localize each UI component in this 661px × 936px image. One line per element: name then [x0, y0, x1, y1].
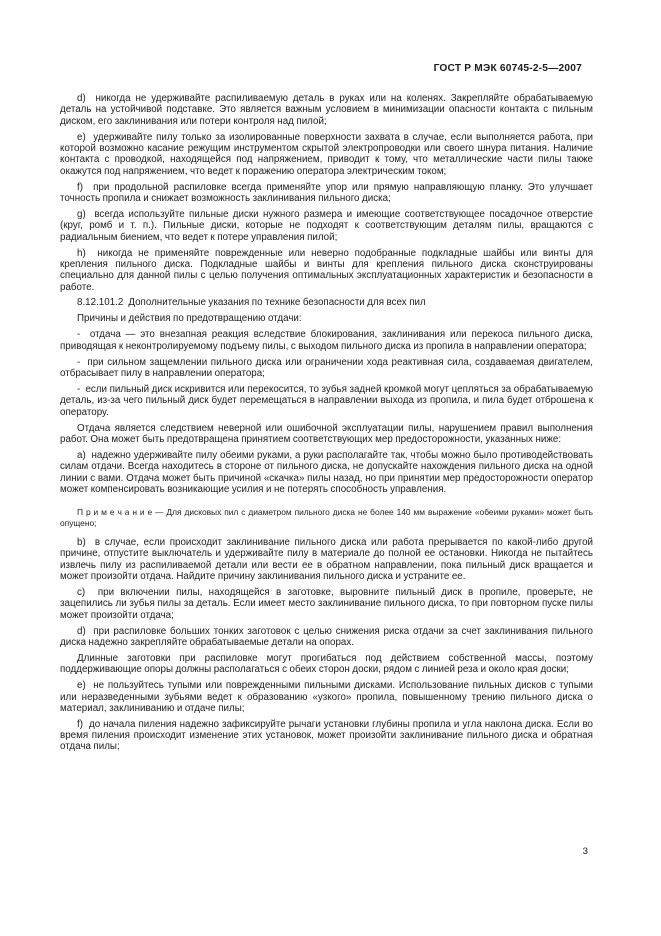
note-140mm: П р и м е ч а н и е — Для дисковых пил с диаметром пильного диска не более 140 мм выражение «обеими руками» может быть опущено; [60, 507, 593, 529]
document-body [60, 93, 593, 757]
paragraph-kickback-cause: Отдача является следствием неверной или ошибочной эксплуатации пилы, нарушением правил выполнения работ. Она может быть предотвращена принятием соответствующих мер предосторожности, указанных ниже: [60, 422, 593, 445]
paragraph-item-a: a) надежно удерживайте пилу обеими руками, а руки располагайте так, чтобы можно было противодействовать силам отдачи. Всегда находитесь в стороне от пильного диска, не допускайте нахождения пильного диска на одной линии с вами. Отдача может быть причиной «скачка» пилы назад, но при принятии мер предосторожности оператор может компенсировать возникающие усилия и не потерять способность управления. [60, 449, 593, 495]
dash-item-blade-twist: - если пильный диск искривится или перекосится, то зубья задней кромкой могут цепляться за обрабатываемую деталь, из-за чего пильный диск будет перемещаться в направлении выхода из пропила, и пила будет отброшена к оператору. [60, 383, 593, 418]
paragraph-item-f2: f) до начала пиления надежно зафиксируйте рычаги установки глубины пропила и угла наклона диска. Если во время пиления происходит изменение этих установок, может произойти заклинивание пильного диска и обратная отдача пилы; [60, 718, 593, 753]
section-heading-8-12-101-2: 8.12.101.2 Дополнительные указания по технике безопасности для всех пил [77, 297, 426, 309]
standard-code-header: ГОСТ Р МЭК 60745-2-5—2007 [433, 63, 582, 74]
paragraph-item-b: b) в случае, если происходит заклинивание пильного диска или работа прерывается по какой-либо другой причине, отпустите выключатель и удерживайте пилу в материале до полной ее остановки. Никогда не пытайтесь извлечь пилу из распиливаемой детали или вести ее в обратном направлении, пока пильный диск вращается и может произойти отдача. Найдите причину заклинивания пильного диска и устраните ее. [60, 537, 593, 583]
paragraph-item-g: g) всегда используйте пильные диски нужного размера и имеющие соответствующее посадочное отверстие (круг, ромб и т. п.). Пильные диски, которые не подходят к соответствующим деталям пилы, вращаются с радиальным биением, что ведет к потере управления пилой; [60, 208, 593, 243]
paragraph-kickback-intro: Причины и действия по предотвращению отдачи: [77, 313, 302, 325]
paragraph-item-d2: d) при распиловке больших тонких заготовок с целью снижения риска отдачи за счет заклинивания пильного диска надежно закрепляйте обрабатываемые детали на опорах. [60, 625, 593, 648]
paragraph-item-c: c) при включении пилы, находящейся в заготовке, выровните пильный диск в пропиле, проверьте, не зацепились ли зубья пилы за деталь. Если имеет место заклинивание пильного диска, то при повторном пуске пилы может произойти отдача; [60, 586, 593, 621]
paragraph-item-e: e) удерживайте пилу только за изолированные поверхности захвата в случае, если выполняется работа, при которой возможно касание режущим инструментом скрытой электропроводки или своего шнура питания. Наличие контакта с проводкой, находящейся под напряжением, приводит к тому, что металлические части пилы также окажутся под напряжением, что ведет к поражению оператора электрическим током; [60, 131, 593, 177]
paragraph-long-workpieces: Длинные заготовки при распиловке могут прогибаться под действием собственной массы, поэтому поддерживающие опоры должны располагаться с обеих сторон доски, рядом с линией реза и около края доски; [60, 652, 593, 676]
dash-item-kickback-definition: - отдача — это внезапная реакция вследствие блокирования, заклинивания или перекоса пильного диска, приводящая к неконтролируемому подъему пилы, с выходом пильного диска из пропила в направлении оператора; [60, 329, 593, 352]
dash-item-blade-pinch: - при сильном защемлении пильного диска или ограничении хода реактивная сила, создаваемая двигателем, отбрасывает пилу в направлении оператора; [60, 356, 593, 379]
page-number: 3 [582, 846, 588, 857]
paragraph-item-f: f) при продольной распиловке всегда применяйте упор или прямую направляющую планку. Это улучшает точность пропила и снижает возможность заклинивания пильного диска; [60, 181, 593, 204]
paragraph-item-h: h) никогда не применяйте поврежденные или неверно подобранные подкладные шайбы или винты для крепления пильного диска. Подкладные шайбы и винты для крепления пильного диска сконструированы специально для данной пилы с целью получения оптимальных эксплуатационных характеристик и безопасности в работе. [60, 247, 593, 293]
paragraph-item-d: d) никогда не удерживайте распиливаемую деталь в руках или на коленях. Закрепляйте обрабатываемую деталь на устойчивой подставке. Это является важным условием в минимизации опасности контакта с пильным диском, его заклинивания или потери контроля над пилой; [60, 93, 593, 127]
paragraph-item-e2: e) не пользуйтесь тупыми или поврежденными пильными дисками. Использование пильных дисков с тупыми или неразведенными зубьями ведет к образованию «узкого» пропила, повышенному трению пильного диска о материал, заклиниванию и отдаче пилы; [60, 680, 593, 714]
